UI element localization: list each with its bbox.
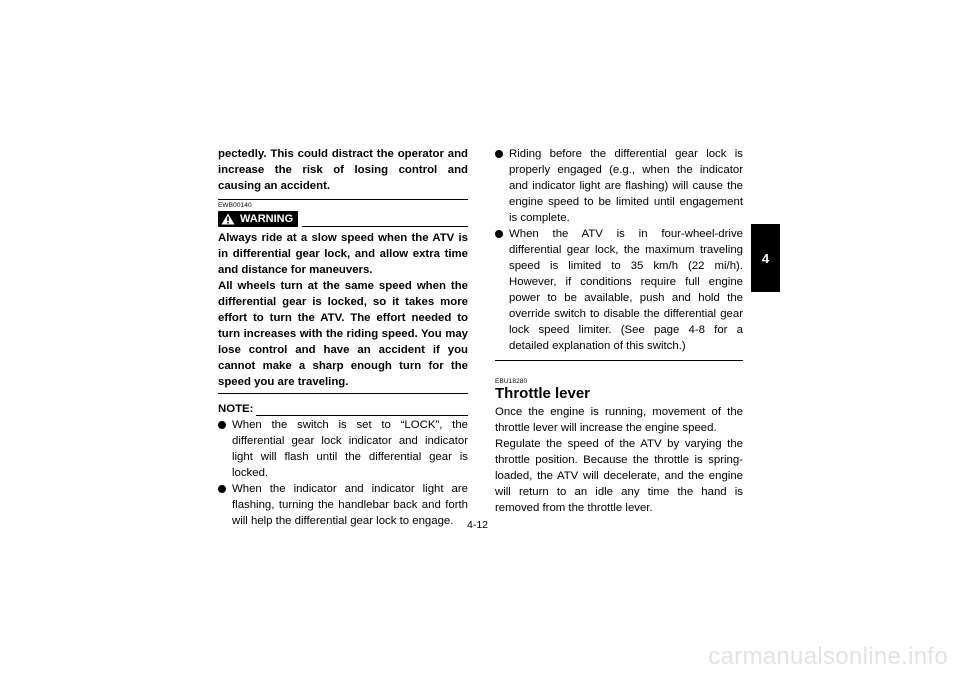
note-header bbox=[218, 401, 468, 417]
watermark: carmanualsonline.info bbox=[708, 643, 948, 670]
note-list bbox=[218, 417, 468, 529]
warning-badge bbox=[218, 211, 298, 227]
warning-bottom-rule bbox=[218, 393, 468, 394]
warning-code: EWB00140 bbox=[218, 202, 252, 209]
page-number: 4-12 bbox=[467, 519, 489, 531]
right-column bbox=[495, 146, 743, 516]
throttle-paragraph-1: Once the engine is running, movement of the throttle lever will increase the engine speed. bbox=[495, 406, 743, 434]
note-label: NOTE: bbox=[218, 403, 254, 415]
bullet-icon bbox=[495, 150, 503, 158]
warning-triangle-icon bbox=[221, 213, 235, 225]
chapter-tab: 4 bbox=[751, 224, 780, 292]
list-item: When the indicator and indicator light are flashing, turning the handlebar back and forth will help the differential gear lock to engage. bbox=[218, 481, 468, 529]
note-bottom-rule bbox=[495, 360, 743, 361]
intro-warning-text: pectedly. This could distract the operator and increase the risk of losing control and causing an accident. bbox=[218, 148, 468, 192]
warning-header bbox=[218, 211, 468, 227]
note-header-rule bbox=[256, 415, 468, 416]
bullet-icon bbox=[495, 230, 503, 238]
warning-label: WARNING bbox=[240, 213, 294, 225]
warning-header-rule bbox=[302, 226, 468, 227]
list-item: Riding before the differential gear lock is properly engaged (e.g., when the indicator and indicator light are flashing) will cause the engine speed to be limited until engagement is complete. bbox=[495, 146, 743, 226]
left-column bbox=[218, 146, 468, 529]
warning-top-rule bbox=[218, 199, 468, 200]
list-item: When the switch is set to “LOCK”, the differential gear lock indicator and indicator light will flash until the differential gear is locked. bbox=[218, 417, 468, 481]
section-code: EBU18280 bbox=[495, 378, 528, 385]
warning-paragraph-1: Always ride at a slow speed when the ATV is in differential gear lock, and allow extra time and distance for maneuvers. bbox=[218, 232, 468, 276]
note-list-continued bbox=[495, 146, 743, 354]
bullet-icon bbox=[218, 485, 226, 493]
throttle-paragraph-2: Regulate the speed of the ATV by varying the throttle position. Because the throttle is spring-loaded, the ATV will decelerate, and the engine will return to an idle any time the hand is removed from the throttle lever. bbox=[495, 438, 743, 514]
warning-paragraph-2: All wheels turn at the same speed when the differential gear is locked, so it takes more effort to turn the ATV. The effort needed to turn increases with the riding speed. You may lose control and have an accident if you cannot make a sharp enough turn for the speed you are traveling. bbox=[218, 280, 468, 388]
section-title: Throttle lever bbox=[495, 385, 591, 402]
bullet-icon bbox=[218, 421, 226, 429]
list-item: When the ATV is in four-wheel-drive differential gear lock, the maximum traveling speed is limited to 35 km/h (22 mi/h). However, if conditions require full engine power to be available, push and hold the override switch to disable the differential gear lock speed limiter. (See page 4-8 for a detailed explanation of this switch.) bbox=[495, 226, 743, 354]
